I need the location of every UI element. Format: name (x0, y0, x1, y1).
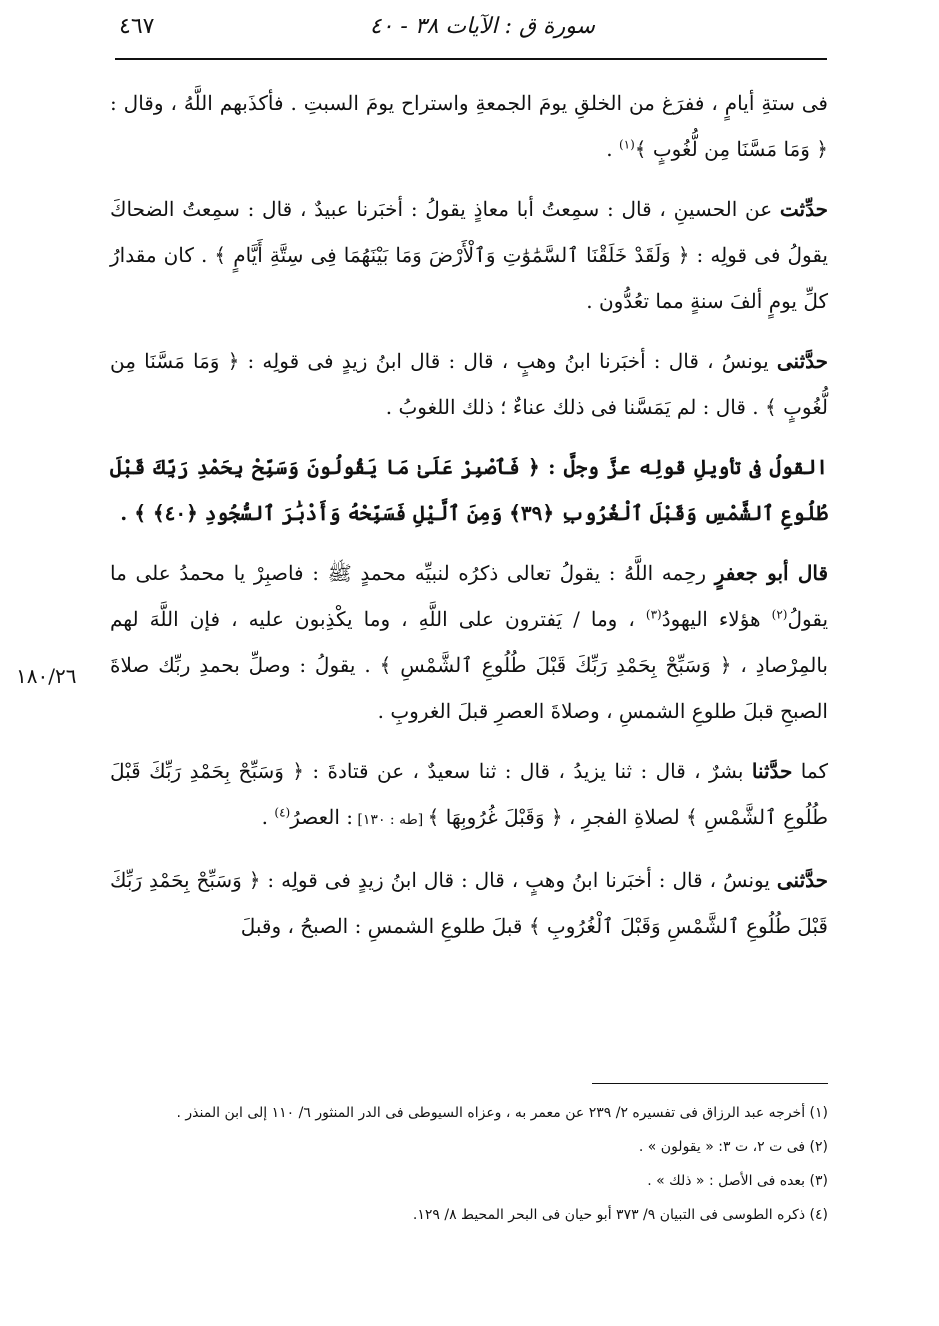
footnote-4: (٤) ذكره الطوسى فى التبيان ٩/ ٣٧٣ أبو حيان فى البحر المحيط ٨/ ١٢٩. (412, 1207, 828, 1223)
paragraph-6 (110, 748, 828, 843)
paragraph-text: فى ستةِ أيامٍ ، ففرَغ من الخلقِ يومَ الجمعةِ واستراح يومَ السبتِ . فأكذَبهم اللَّهُ ، وقال : ﴿ وَمَا مَسَّنَا مِن لُّغُوبٍ ﴾ (110, 91, 828, 161)
footnote-marker: (١) (618, 137, 635, 152)
narration-lead: حدَّثنى (776, 868, 828, 892)
footnote-2: (٢) فى ت ٢، ت ٣: « يقولون » . (638, 1139, 828, 1155)
footnote-1: (١) أخرجه عبد الرزاق فى تفسيره ٢/ ٢٣٩ عن معمر به ، وعزاه السيوطى فى الدر المنثور ٦/ ١١٠ إلى ابن المنذر . (176, 1105, 828, 1121)
page-number: ٤٦٧ (119, 14, 155, 39)
paragraph-end: . (261, 805, 275, 829)
paragraph-text: رحِمه اللَّهُ : يقولُ تعالى ذكرُه لنبيِّه محمدٍ ﷺ : فاصبِرْ يا محمدُ على ما يقولُ (110, 561, 829, 631)
paragraph-text: عن الحسينِ ، قال : سمِعتُ أبا معاذٍ يقولُ : أخبَرنا عبيدٌ ، قال : سمِعتُ الضحاكَ يقولُ فى قولِه : ﴿ وَلَقَدْ خَلَقْنَا ٱلسَّمَٰوَٰتِ وَٱلْأَرْضَ وَمَا بَيْنَهُمَا فِى سِتَّةِ أَيَّامٍ ﴾ . كان مقدارُ كلِّ يومٍ ألفَ سنةٍ مما تعُدُّون . (110, 197, 828, 313)
footnote-marker: (٣) (645, 607, 662, 622)
paragraph-text: يونسُ ، قال : أخبَرنا ابنُ وهبٍ ، قال : قال ابنُ زيدٍ فى قولِه : ﴿ وَمَا مَسَّنَا مِن لُّغُوبٍ ﴾ . قال : لم يَمَسَّنا فى ذلك عناءٌ ؛ ذلك اللغوبُ . (110, 349, 828, 419)
paragraph-1 (110, 80, 828, 172)
main-text (110, 80, 828, 963)
footnote-divider (592, 1083, 828, 1084)
surah-verses-title: سورة ق : الآيات ٣٨ - ٤٠ (369, 14, 595, 39)
narration-lead: حدَّثنا (751, 759, 793, 783)
paragraph-7 (110, 857, 828, 949)
margin-reference: ١٨٠/٢٦ (16, 664, 77, 688)
footnote-3: (٣) بعده فى الأصل : « ذلك » . (647, 1173, 828, 1189)
verse-reference: [طه : ١٣٠] (352, 812, 428, 828)
quran-verse: ﴿ فَٱصْبِرْ عَلَىٰ مَا يَقُولُونَ وَسَبِّحْ بِحَمْدِ رَبِّكَ قَبْلَ طُلُوعِ ٱلشَّمْسِ وَقَبْلَ ٱلْغُرُوبِ ﴿٣٩﴾ وَمِنَ ٱلَّيْلِ فَسَبِّحْهُ وَأَدْبَٰرَ ٱلسُّجُودِ ﴿٤٠﴾ ﴾ . (110, 455, 828, 525)
running-header (115, 8, 827, 56)
paragraph-prefix: كما (792, 759, 828, 783)
narration-lead: حدِّثت (779, 197, 828, 221)
section-heading: القولُ فى تأويلِ قولِه عزَّ وجلَّ : (548, 455, 828, 479)
paragraph-2 (110, 186, 828, 324)
narration-lead: حدَّثنى (776, 349, 828, 373)
paragraph-text: ، وما / يَفترون على اللَّهِ ، وما يكْذِبون عليه ، فإن اللَّهَ لهم بالمِرْصادِ ، ﴿ وَسَبِّحْ بِحَمْدِ رَبِّكَ قَبْلَ طُلُوعِ ٱلشَّمْسِ ﴾ . يقولُ : وصلِّ بحمدِ ربِّك صلاةَ الصبحِ قبلَ طلوعِ الشمسِ ، وصلاةَ العصرِ قبلَ الغروبِ . (110, 607, 828, 723)
paragraph-text: يونسُ ، قال : أخبَرنا ابنُ وهبٍ ، قال : قال ابنُ زيدٍ فى قولِه : ﴿ وَسَبِّحْ بِحَمْدِ رَبِّكَ قَبْلَ طُلُوعِ ٱلشَّمْسِ وَقَبْلَ ٱلْغُرُوبِ ﴾ قبلَ طلوعِ الشمسِ : الصبحُ ، وقبلَ (110, 868, 828, 938)
paragraph-5 (110, 550, 828, 734)
header-divider (115, 58, 827, 60)
footnote-marker: (٢) (771, 607, 788, 622)
paragraph-text: : العصرُ (290, 805, 353, 829)
paragraph-text: هؤلاء اليهودُ (661, 607, 772, 631)
paragraph-3 (110, 338, 828, 430)
footnote-marker: (٤) (274, 805, 291, 820)
paragraph-4 (110, 444, 828, 536)
footnotes (108, 1096, 828, 1232)
paragraph-text: بشرٌ ، قال : ثنا يزيدُ ، قال : ثنا سعيدٌ ، عن قتادةَ : ﴿ وَسَبِّحْ بِحَمْدِ رَبِّكَ قَبْلَ طُلُوعِ ٱلشَّمْسِ ﴾ لصلاةِ الفجرِ ، ﴿ وَقَبْلَ غُرُوبِهَا ﴾ (110, 759, 828, 829)
narration-lead: قال أبو جعفرٍ (714, 561, 829, 585)
paragraph-end: . (606, 137, 619, 161)
